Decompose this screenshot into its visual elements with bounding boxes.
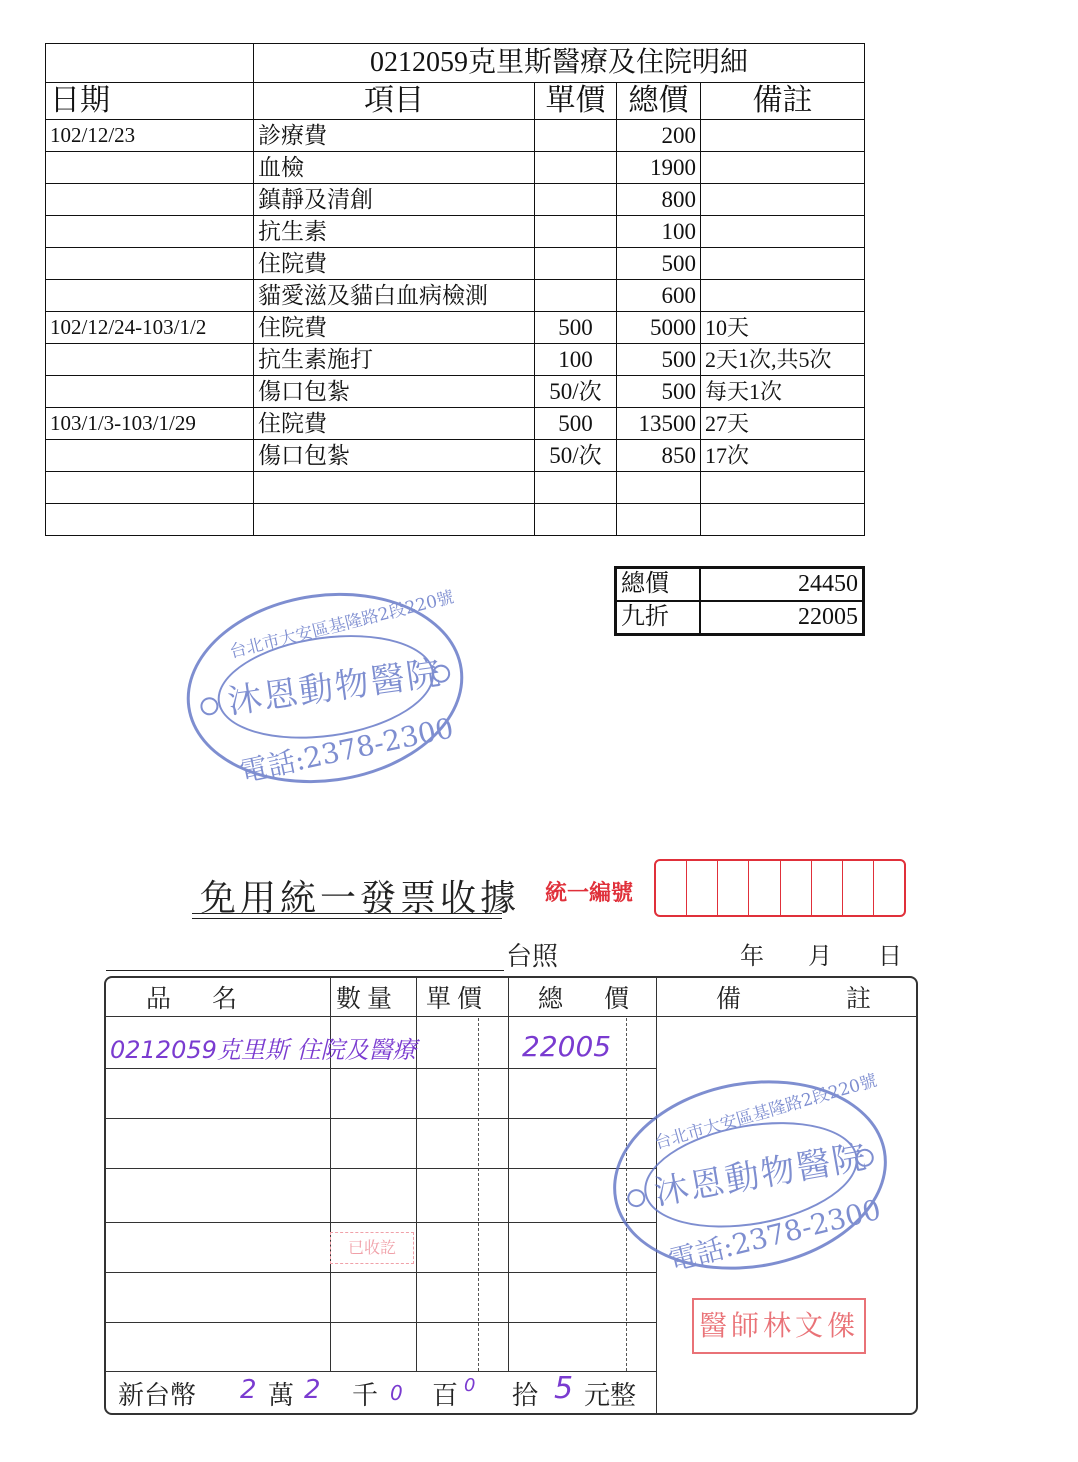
row-total: 200 xyxy=(617,120,701,152)
stamp-phone: 電話:2378-2300 xyxy=(236,711,457,789)
row-item: 鎮靜及清創 xyxy=(254,184,535,216)
customer-name-line xyxy=(106,970,504,971)
title-blank-cell xyxy=(46,44,254,83)
sum-label: 總價 xyxy=(616,568,700,602)
row-item: 傷口包紮 xyxy=(254,440,535,472)
yuan-zheng-label: 元整 xyxy=(584,1381,637,1411)
row-item: 傷口包紮 xyxy=(254,376,535,408)
statement-row xyxy=(46,408,865,440)
row-note xyxy=(701,504,865,536)
row-unit-price: 50/次 xyxy=(535,440,617,472)
row-total: 500 xyxy=(617,376,701,408)
row-item: 住院費 xyxy=(254,312,535,344)
row-total xyxy=(617,472,701,504)
header-note: 備 註 xyxy=(716,984,912,1013)
stamp-phone: 電話:2378-2300 xyxy=(665,1192,885,1278)
row-total: 500 xyxy=(617,344,701,376)
statement-row xyxy=(46,440,865,472)
row-note: 2天1次,共5次 xyxy=(701,344,865,376)
row-date xyxy=(46,440,254,472)
row-total: 800 xyxy=(617,184,701,216)
statement-row xyxy=(46,280,865,312)
header-unit-price: 單價 xyxy=(535,83,617,120)
statement-row xyxy=(46,152,865,184)
row-unit-price: 500 xyxy=(535,312,617,344)
statement-row xyxy=(46,248,865,280)
statement-row xyxy=(46,184,865,216)
amount-in-words-row xyxy=(106,1371,662,1413)
title-underline-2 xyxy=(192,918,502,919)
day-label: 日 xyxy=(878,942,902,970)
row-date xyxy=(46,280,254,312)
row-note xyxy=(701,152,865,184)
header-product-name: 品 名 xyxy=(146,984,246,1013)
row-note xyxy=(701,248,865,280)
wan-label: 萬 xyxy=(268,1381,295,1411)
row-note: 17次 xyxy=(701,440,865,472)
month-label: 月 xyxy=(808,942,832,970)
row-item: 抗生素施打 xyxy=(254,344,535,376)
totals-table xyxy=(614,566,865,636)
row-date xyxy=(46,472,254,504)
row-item: 診療費 xyxy=(254,120,535,152)
statement-row xyxy=(46,472,865,504)
header-note: 備註 xyxy=(701,83,865,120)
stamp-address: 台北市大安區基隆路2段220號 xyxy=(652,1070,880,1154)
row-total xyxy=(617,504,701,536)
uniform-number-boxes xyxy=(654,859,906,917)
statement-row xyxy=(46,344,865,376)
row-note xyxy=(701,120,865,152)
handwritten-bai-digit: 0 xyxy=(390,1381,403,1405)
row-note: 27天 xyxy=(701,408,865,440)
row-unit-price xyxy=(535,280,617,312)
sum-value: 24450 xyxy=(700,568,864,602)
row-unit-price xyxy=(535,184,617,216)
row-date xyxy=(46,216,254,248)
statement-row xyxy=(46,504,865,536)
row-date xyxy=(46,504,254,536)
handwritten-amount: 22005 xyxy=(522,1030,612,1063)
header-unit-price: 單價 xyxy=(426,984,489,1013)
row-unit-price: 100 xyxy=(535,344,617,376)
year-label: 年 xyxy=(740,942,764,970)
row-unit-price xyxy=(535,152,617,184)
statement-row xyxy=(46,216,865,248)
row-total: 1900 xyxy=(617,152,701,184)
row-item: 血檢 xyxy=(254,152,535,184)
receipt-title: 免用統一發票收據 xyxy=(200,878,521,919)
handwritten-wan-digit: 2 xyxy=(240,1375,257,1405)
header-total: 總價 xyxy=(617,83,701,120)
statement-table xyxy=(45,43,865,536)
row-unit-price xyxy=(535,120,617,152)
row-date: 102/12/24-103/1/2 xyxy=(46,312,254,344)
doctor-stamp: 醫師林文傑 xyxy=(692,1298,866,1354)
row-date xyxy=(46,344,254,376)
row-date xyxy=(46,184,254,216)
row-total: 100 xyxy=(617,216,701,248)
row-item: 抗生素 xyxy=(254,216,535,248)
header-item: 項目 xyxy=(254,83,535,120)
handwritten-qian-digit: 2 xyxy=(304,1375,321,1405)
row-unit-price xyxy=(535,504,617,536)
statement-rows xyxy=(46,120,865,536)
taizhao-label: 台照 xyxy=(506,942,559,972)
statement-title: 0212059克里斯醫療及住院明細 xyxy=(254,44,865,83)
discount-label: 九折 xyxy=(616,601,700,635)
row-unit-price: 50/次 xyxy=(535,376,617,408)
row-item xyxy=(254,472,535,504)
row-date xyxy=(46,376,254,408)
row-date: 103/1/3-103/1/29 xyxy=(46,408,254,440)
row-date: 102/12/23 xyxy=(46,120,254,152)
row-unit-price xyxy=(535,216,617,248)
row-date xyxy=(46,248,254,280)
row-total: 13500 xyxy=(617,408,701,440)
stamp-clinic-name: 沐恩動物醫院 xyxy=(225,652,445,723)
row-unit-price: 500 xyxy=(535,408,617,440)
clinic-stamp-top xyxy=(174,576,475,801)
header-amount: 總 價 xyxy=(538,984,638,1013)
row-note xyxy=(701,216,865,248)
row-unit-price xyxy=(535,248,617,280)
header-date: 日期 xyxy=(46,83,254,120)
handwritten-item-name: 0212059克里斯 住院及醫療 xyxy=(110,1036,417,1064)
stamp-address: 台北市大安區基隆路2段220號 xyxy=(227,587,456,663)
row-note xyxy=(701,472,865,504)
row-note xyxy=(701,280,865,312)
row-note: 10天 xyxy=(701,312,865,344)
row-item: 住院費 xyxy=(254,408,535,440)
row-note xyxy=(701,184,865,216)
bai-label: 百 xyxy=(432,1381,459,1411)
handwritten-shi-digit: 0 xyxy=(464,1375,476,1396)
row-note: 每天1次 xyxy=(701,376,865,408)
handwritten-yuan-digit: 5 xyxy=(554,1371,574,1406)
stamp-clinic-name: 沐恩動物醫院 xyxy=(651,1136,872,1214)
row-total: 500 xyxy=(617,248,701,280)
currency-label: 新台幣 xyxy=(118,1381,197,1411)
row-date xyxy=(46,152,254,184)
uniform-number-label: 統一編號 xyxy=(545,881,634,906)
row-total: 5000 xyxy=(617,312,701,344)
statement-row xyxy=(46,120,865,152)
faint-paid-stamp: 已收訖 xyxy=(330,1232,414,1264)
row-item: 住院費 xyxy=(254,248,535,280)
row-item xyxy=(254,504,535,536)
statement-row xyxy=(46,312,865,344)
row-total: 850 xyxy=(617,440,701,472)
shi-label: 拾 xyxy=(512,1381,539,1411)
discount-value: 22005 xyxy=(700,601,864,635)
qian-label: 千 xyxy=(352,1381,379,1411)
header-quantity: 數量 xyxy=(336,984,399,1013)
row-item: 貓愛滋及貓白血病檢測 xyxy=(254,280,535,312)
statement-row xyxy=(46,376,865,408)
title-underline xyxy=(192,913,502,914)
row-total: 600 xyxy=(617,280,701,312)
row-unit-price xyxy=(535,472,617,504)
